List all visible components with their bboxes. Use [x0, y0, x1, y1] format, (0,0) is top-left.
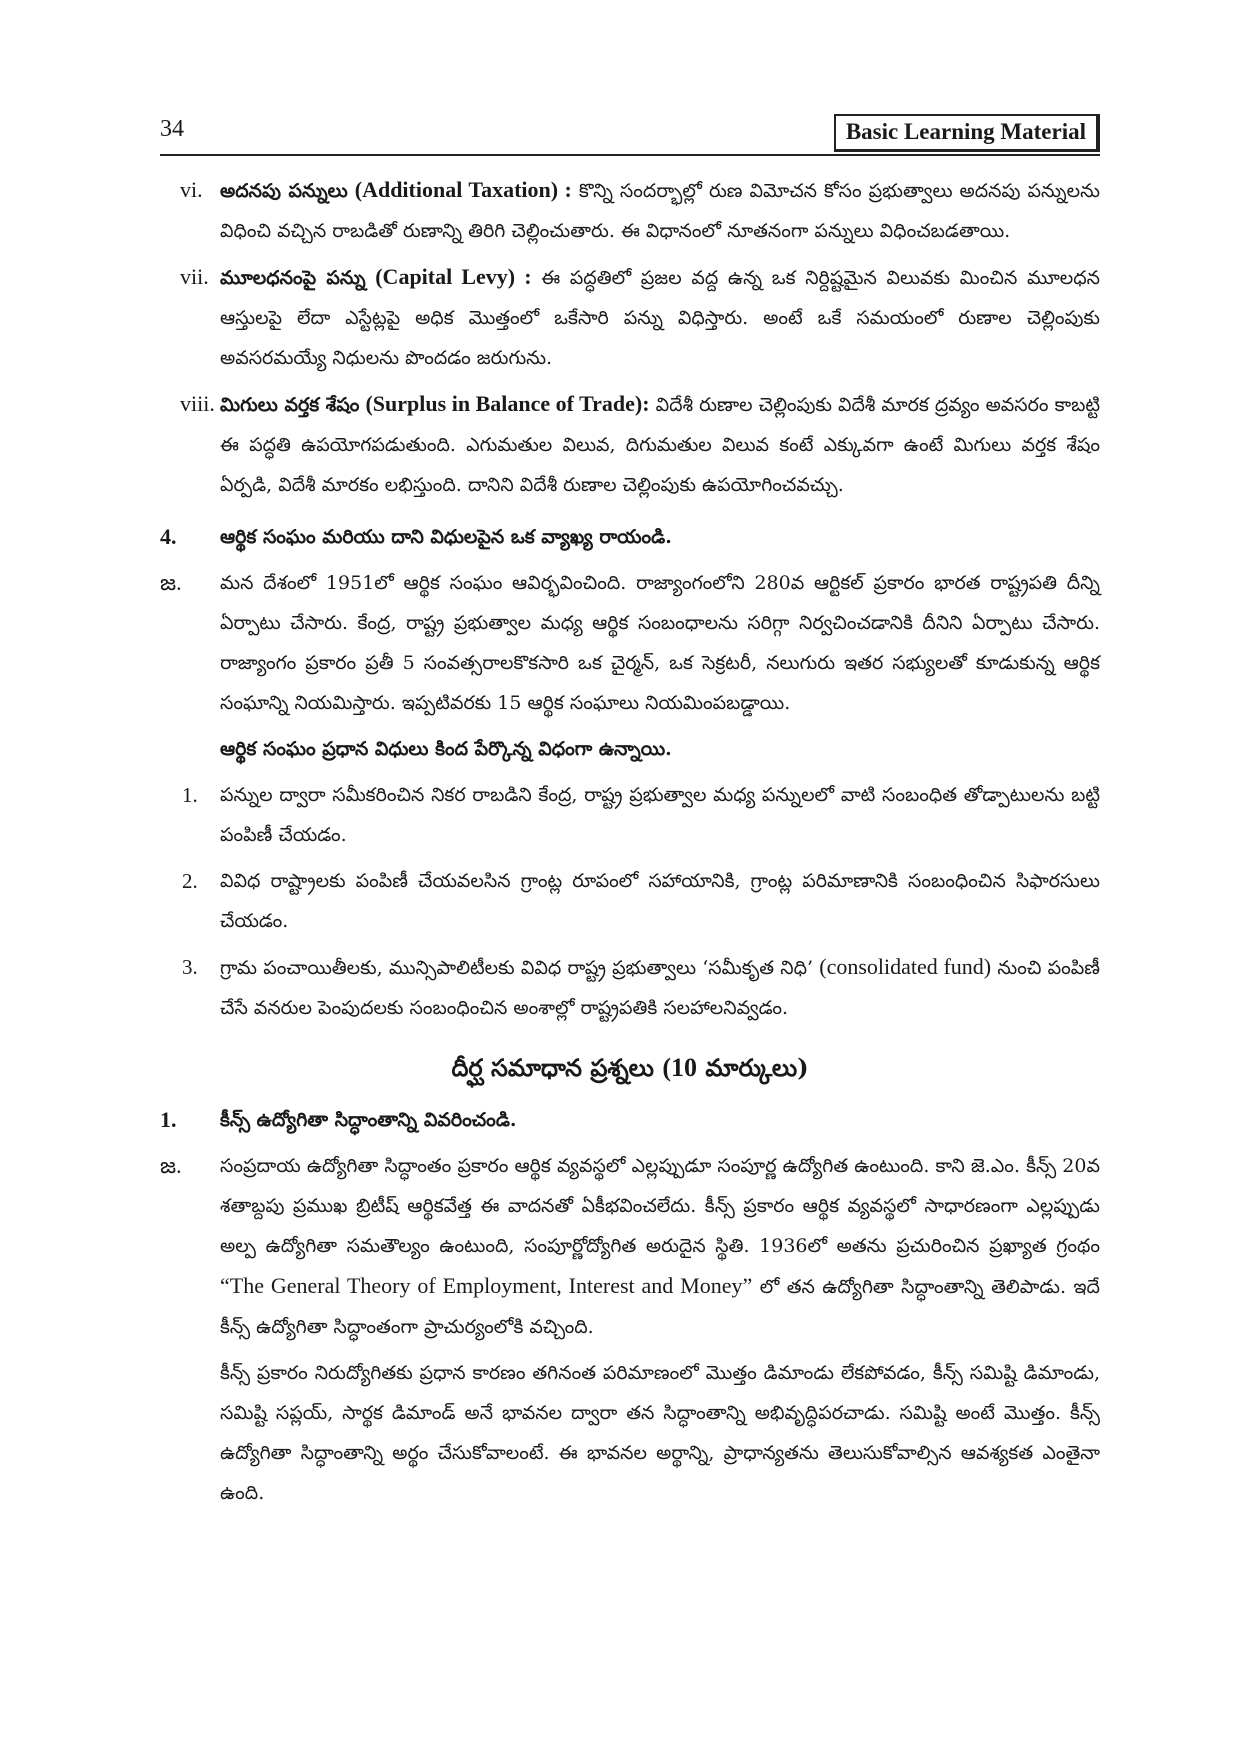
item-body: పన్నుల ద్వారా సమీకరించిన నికర రాబడిని కేంద్ర, రాష్ట్ర ప్రభుత్వాల మధ్య పన్నులలో వాటి సంబంధిత తోడ్పాటులను బట్టి పంపిణీ చేయడం.	[220, 784, 1100, 846]
answer	[160, 1146, 1100, 1347]
page-content	[160, 170, 1100, 1513]
item-title-english: (Capital Levy) :	[375, 264, 532, 289]
header-rule	[160, 154, 1100, 156]
question-text: ఆర్థిక సంఘం మరియు దాని విధులపైన ఒక వ్యాఖ్య రాయండి.	[220, 526, 672, 548]
question	[160, 1100, 1100, 1140]
item-title: అదనపు పన్నులు	[220, 180, 348, 202]
item-text	[220, 170, 1100, 251]
answer-text: మన దేశంలో 1951లో ఆర్థిక సంఘం ఆవిర్భవించింది. రాజ్యాంగంలోని 280వ ఆర్టికల్ ప్రకారం భారత రాష్ట్రపతి దీన్ని ఏర్పాటు చేసారు. కేంద్ర, రాష్ట్ర ప్రభుత్వాల మధ్య ఆర్థిక సంబంధాలను సరిగ్గా నిర్వచించడానికి దీనిని ఏర్పాటు చేసారు. రాజ్యాంగం ప్రకారం ప్రతీ 5 సంవత్సరాలకొకసారి ఒక చైర్మన్, ఒక సెక్రటరీ, నలుగురు ఇతర సభ్యులతో కూడుకున్న ఆర్థిక సంఘాన్ని నియమిస్తారు. ఇప్పటివరకు 15 ఆర్థిక సంఘాలు నియమింపబడ్డాయి.	[220, 572, 1100, 714]
answer-paragraph: కీన్స్ ప్రకారం నిరుద్యోగితకు ప్రధాన కారణం తగినంత పరిమాణంలో మొత్తం డిమాండు లేకపోవడం, కీన్స్ సమిష్టి డిమాండు, సమిష్టి సప్లయ్, సార్థక డిమాండ్ అనే భావనల ద్వారా తన సిద్ధాంతాన్ని అభివృద్ధిపరచాడు. సమిష్టి అంటే మొత్తం. కీన్స్ ఉద్యోగితా సిద్ధాంతాన్ని అర్థం చేసుకోవాలంటే. ఈ భావనల అర్థాన్ని, ప్రాధాన్యతను తెలుసుకోవాల్సిన ఆవశ్యకత ఎంతైనా ఉంది.	[220, 1362, 1100, 1504]
functions-heading: ఆర్థిక సంఘం ప్రధాన విధులు కింద పేర్కొన్న విధంగా ఉన్నాయి.	[220, 738, 672, 760]
item-label: 1.	[182, 783, 198, 807]
list-item	[160, 170, 1100, 251]
question	[160, 517, 1100, 557]
item-title-english: (Surplus in Balance of Trade):	[365, 391, 650, 416]
item-label: vi.	[180, 177, 203, 202]
list-item	[160, 947, 1100, 1028]
page-header	[160, 110, 1100, 156]
item-title: మూలధనంపై పన్ను	[220, 267, 366, 289]
item-body: నుంచి పంపిణీ చేసే వనరుల పెంపుదలకు సంబంధించిన అంశాల్లో రాష్ట్రపతికి సలహాలనివ్వడం.	[220, 957, 1100, 1019]
item-body: వివిధ రాష్ట్రాలకు పంపిణీ చేయవలసిన గ్రాంట్ల రూపంలో సహాయానికి, గ్రాంట్ల పరిమాణానికి సంబంధించిన సిఫారసులు చేయడం.	[220, 870, 1100, 932]
book-title: “The General Theory of Employment, Interest and Money”	[220, 1273, 753, 1298]
answer-text: లో తన ఉద్యోగితా సిద్ధాంతాన్ని తెలిపాడు. ఇదే కీన్స్ ఉద్యోగితా సిద్ధాంతంగా ప్రాచుర్యంలోకి వచ్చింది.	[220, 1276, 1100, 1338]
list-item	[160, 861, 1100, 941]
item-label: 2.	[182, 869, 198, 893]
list-item	[160, 257, 1100, 378]
item-label: vii.	[180, 264, 209, 289]
item-body: విదేశీ రుణాల చెల్లింపుకు విదేశీ మారక ద్రవ్యం అవసరం కాబట్టి ఈ పద్ధతి ఉపయోగపడుతుంది. ఎగుమతుల విలువ, దిగుమతుల విలువ కంటే ఎక్కువగా ఉంటే మిగులు వర్తక శేషం ఏర్పడి, విదేశీ మారకం లభిస్తుంది. దానిని విదేశీ రుణాల చెల్లింపుకు ఉపయోగించవచ్చు.	[220, 394, 1100, 496]
section-heading-text: మార్కులు)	[705, 1053, 809, 1082]
answer	[160, 563, 1100, 723]
question-text: కీన్స్ ఉద్యోగితా సిద్ధాంతాన్ని వివరించండి.	[220, 1109, 517, 1131]
list-item	[160, 775, 1100, 855]
list-item	[160, 384, 1100, 505]
item-text	[220, 384, 1100, 505]
answer-label: జ.	[160, 570, 182, 595]
item-body-english: (consolidated fund)	[819, 954, 992, 979]
header-title: Basic Learning Material	[834, 114, 1100, 152]
answer-paragraph	[220, 1146, 1100, 1347]
answer-continued	[160, 1353, 1100, 1513]
section-heading	[160, 1046, 1100, 1090]
question-number: 4.	[160, 524, 177, 549]
page-number: 34	[160, 116, 184, 142]
item-text	[220, 257, 1100, 378]
item-text	[220, 947, 1100, 1028]
item-body: గ్రామ పంచాయితీలకు, మున్సిపాలిటీలకు వివిధ రాష్ట్ర ప్రభుత్వాలు ‘సమీకృత నిధి’	[220, 957, 814, 979]
section-heading-marks: (10	[662, 1053, 698, 1082]
item-title: మిగులు వర్తక శేషం	[220, 394, 360, 416]
item-label: viii.	[180, 391, 215, 416]
question-number: 1.	[160, 1107, 177, 1132]
item-title-english: (Additional Taxation) :	[354, 177, 572, 202]
item-body: కొన్ని సందర్భాల్లో రుణ విమోచన కోసం ప్రభుత్వాలు అదనపు పన్నులను విధించి వచ్చిన రాబడితో రుణాన్ని తిరిగి చెల్లించుతారు. ఈ విధానంలో నూతనంగా పన్నులు విధించబడతాయి.	[220, 180, 1101, 242]
answer-label: జ.	[160, 1153, 182, 1178]
item-body: ఈ పద్ధతిలో ప్రజల వద్ద ఉన్న ఒక నిర్దిష్టమైన విలువకు మించిన మూలధన ఆస్తులపై లేదా ఎస్టేట్లపై అధిక మొత్తంలో ఒకేసారి పన్ను విధిస్తారు. అంటే ఒకే సమయంలో రుణాల చెల్లింపుకు అవసరమయ్యే నిధులను పొందడం జరుగును.	[220, 267, 1100, 369]
answer-text: సంప్రదాయ ఉద్యోగితా సిద్ధాంతం ప్రకారం ఆర్థిక వ్యవస్థలో ఎల్లప్పుడూ సంపూర్ణ ఉద్యోగిత ఉంటుంది. కాని జె.ఎం. కీన్స్ 20వ శతాబ్దపు ప్రముఖ బ్రిటీష్ ఆర్థికవేత్త ఈ వాదనతో ఏకీభవించలేదు. కీన్స్ ప్రకారం ఆర్థిక వ్యవస్థలో సాధారణంగా ఎల్లప్పుడు అల్ప ఉద్యోగితా సమతౌల్యం ఉంటుంది, సంపూర్ణోద్యోగిత అరుదైన స్థితి. 1936లో అతను ప్రచురించిన ప్రఖ్యాత గ్రంథం	[220, 1155, 1100, 1257]
section-heading-text: దీర్ఘ సమాధాన ప్రశ్నలు	[451, 1053, 654, 1082]
item-label: 3.	[182, 955, 198, 979]
